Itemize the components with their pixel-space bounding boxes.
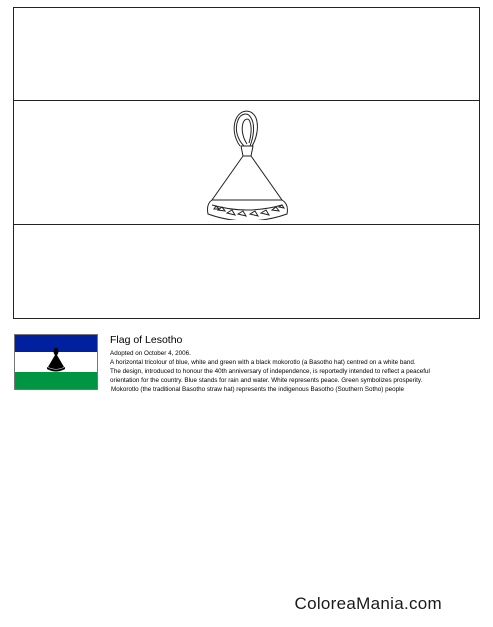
adopted-date: Adopted on October 4, 2006.	[110, 350, 191, 357]
flag-title: Flag of Lesotho	[110, 334, 183, 346]
coloring-flag-outline	[13, 7, 480, 319]
description-line: orientation for the country. Blue stands for rain and water. White represents peace. Green symbolizes prosperity.	[110, 377, 423, 384]
description-line: A horizontal tricolour of blue, white and green with a black mokorotlo (a Basotho hat) centred on a white band.	[110, 359, 416, 366]
site-watermark: ColoreaMania.com	[294, 594, 442, 613]
mokorotlo-hat-icon	[194, 110, 301, 220]
band-divider-top	[14, 100, 479, 101]
description-line: The design, introduced to honour the 40th anniversary of independence, is reportedly intended to reflect a peaceful	[110, 368, 430, 375]
band-divider-bottom	[14, 224, 479, 225]
flag-description	[110, 334, 480, 394]
flag-stripe-green	[15, 372, 97, 390]
lesotho-flag-thumbnail	[14, 334, 98, 390]
mini-hat-body	[48, 355, 64, 369]
mokorotlo-hat-icon	[46, 348, 66, 372]
mini-hat-knob	[54, 348, 59, 355]
description-line: Mokorotlo (the traditional Basotho straw hat) represents the indigenous Basotho (Southern Sotho) people	[111, 386, 404, 393]
